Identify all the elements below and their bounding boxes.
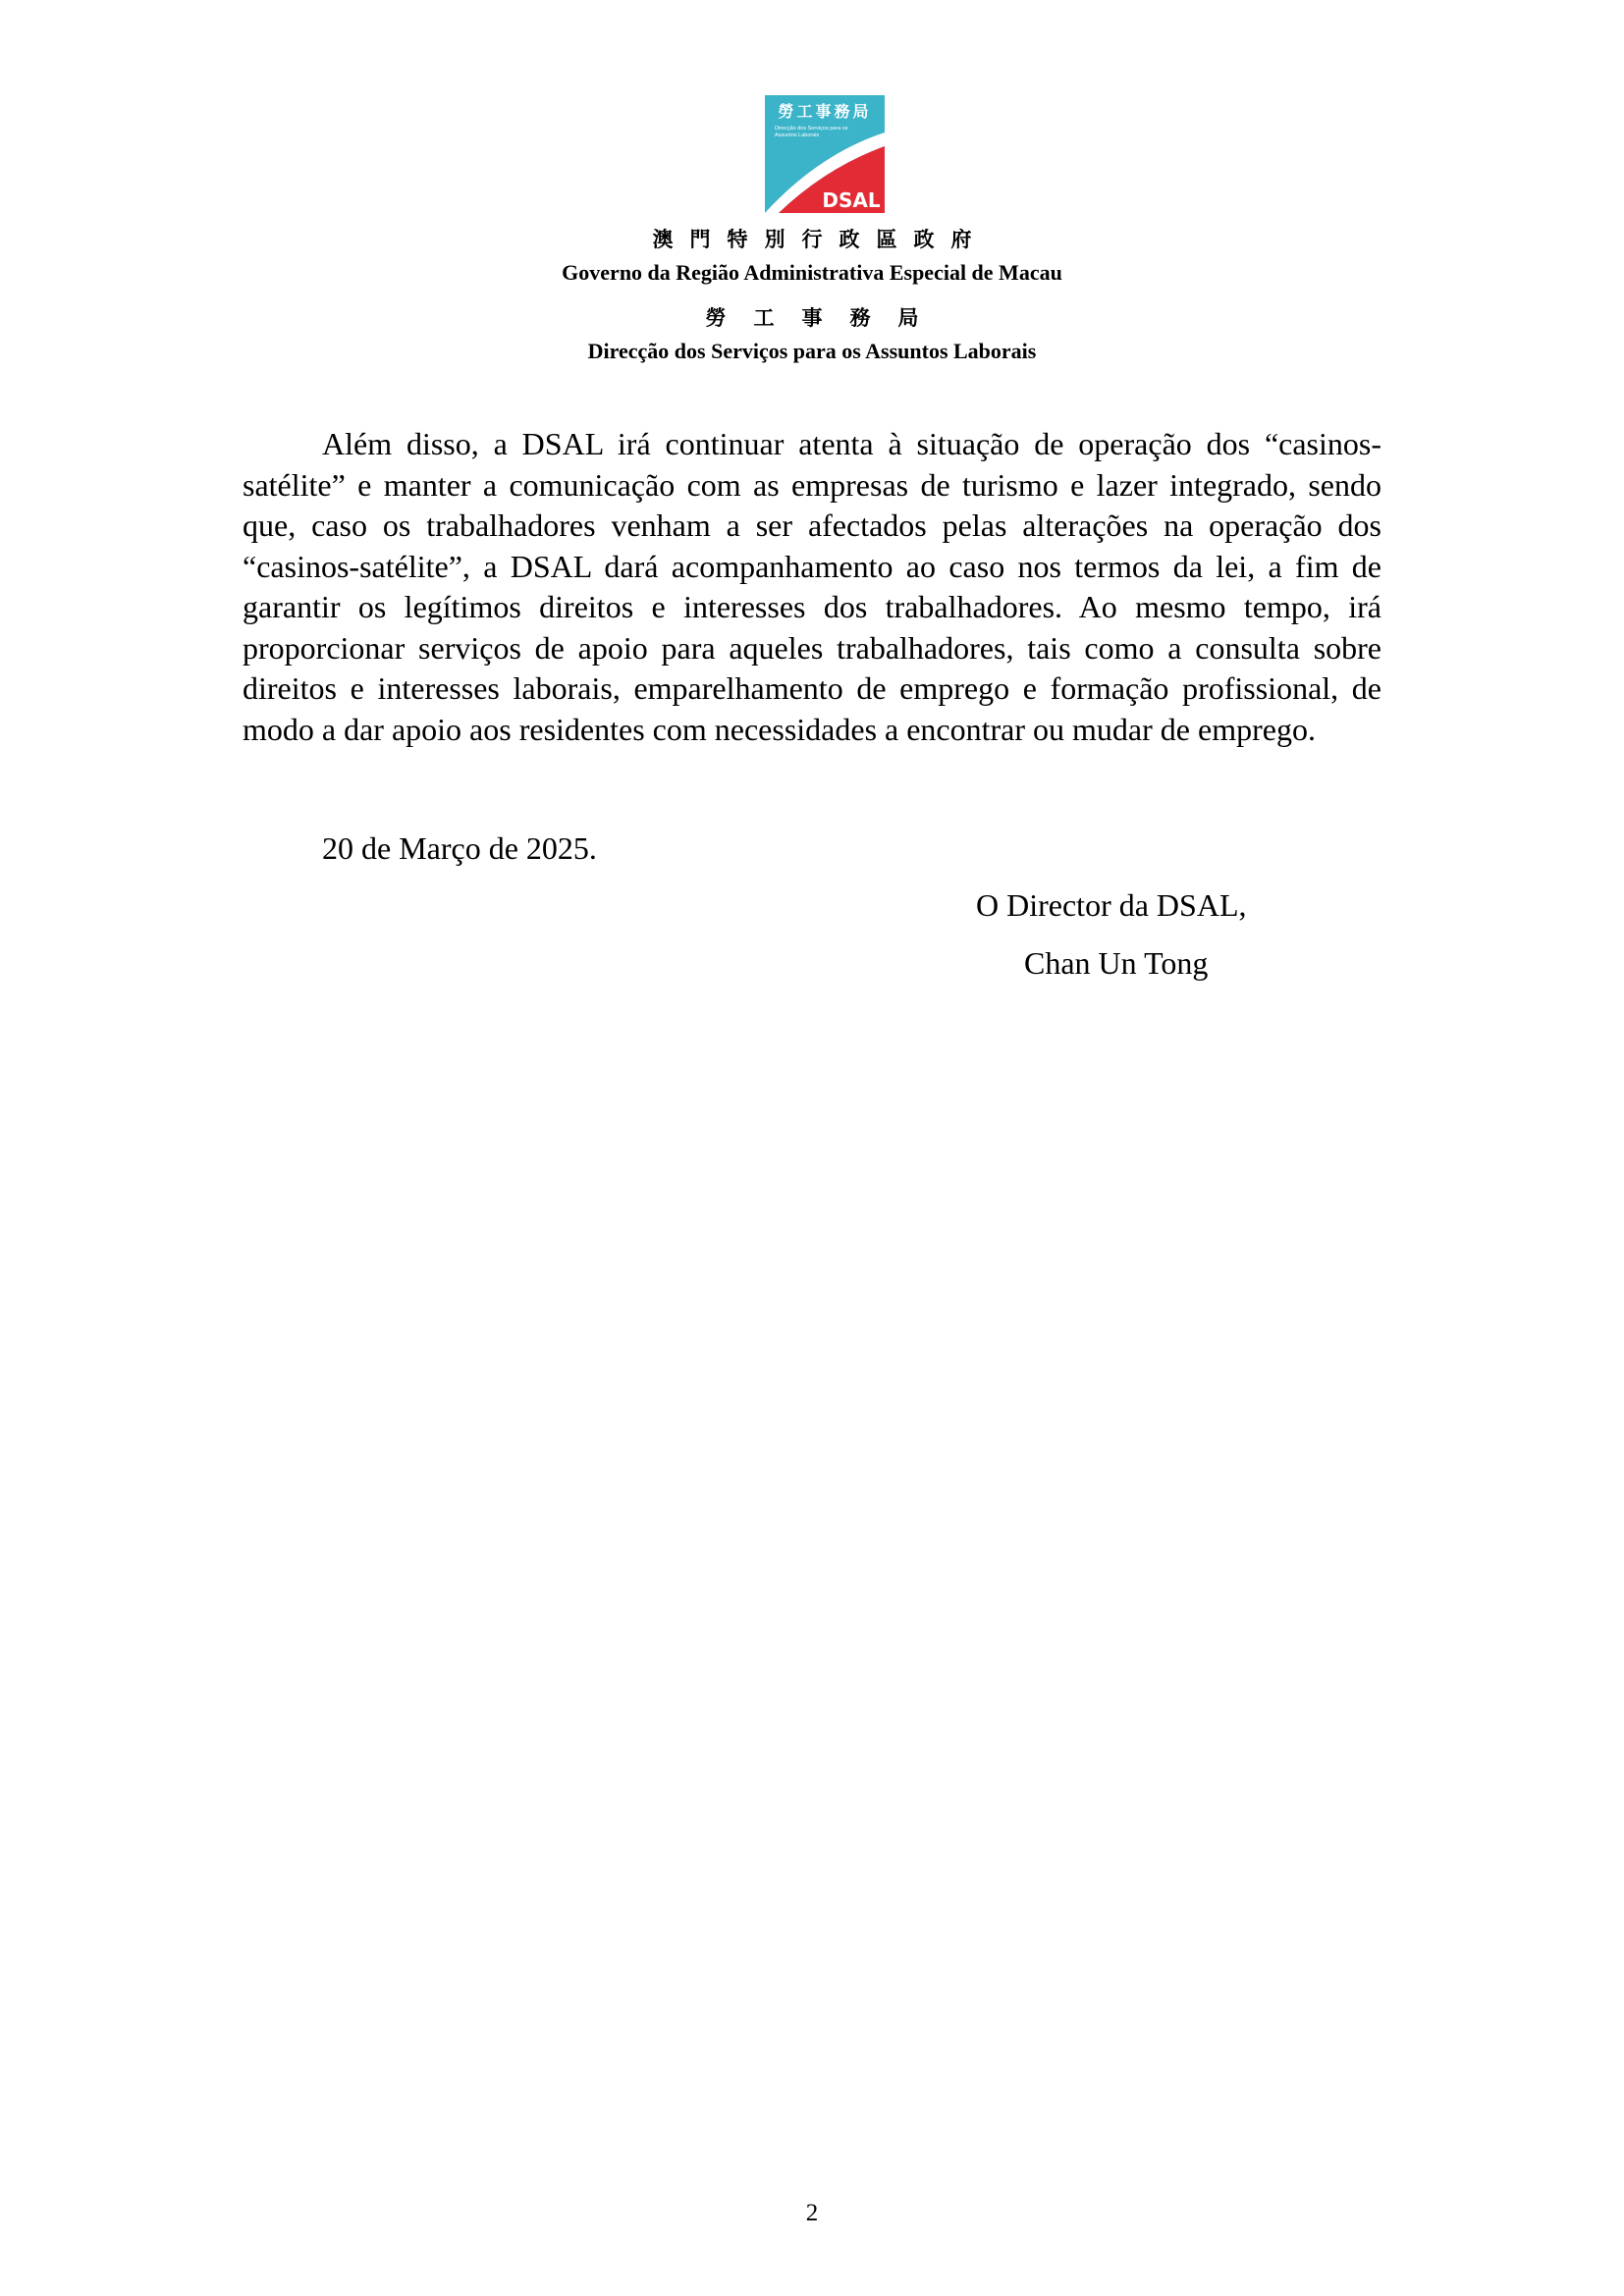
logo-chinese-text: 勞工事務局 (778, 102, 872, 121)
department-name-chinese: 勞工事務局 (705, 306, 947, 330)
logo-portuguese-line2: Assuntos Laborais (775, 133, 820, 138)
logo-acronym: DSAL (822, 188, 881, 212)
dsal-logo-icon (765, 95, 885, 213)
logo-portuguese-line1: Direcção dos Serviços para os (775, 126, 848, 132)
document-date: 20 de Março de 2025. (322, 830, 597, 866)
page-number: 2 (805, 2200, 819, 2226)
signature-title: O Director da DSAL, (976, 887, 1247, 923)
signature-name: Chan Un Tong (1024, 945, 1209, 981)
government-name-portuguese: Governo da Região Administrativa Especial de Macau (562, 260, 1062, 285)
department-name-portuguese: Direcção dos Serviços para os Assuntos Laborais (587, 339, 1037, 363)
body-paragraph: Além disso, a DSAL irá continuar atenta à situação de operação dos “casinos-satélite” e manter a comunicação com as empresas de turismo e lazer integrado, sendo que, caso os trabalhadores venham a ser afectados pelas alterações na operação dos “casinos-satélite”, a DSAL dará acompanhamento ao caso nos termos da lei, a fim de garantir os legítimos direitos e interesses dos trabalhadores. Ao mesmo tempo, irá proporcionar serviços de apoio para aqueles trabalhadores, tais como a consulta sobre direitos e interesses laborais, emparelhamento de emprego e formação profissional, de modo a dar apoio aos residentes com necessidades a encontrar ou mudar de emprego. (243, 426, 1381, 747)
government-name-chinese: 澳門特別行政區政府 (652, 228, 989, 251)
